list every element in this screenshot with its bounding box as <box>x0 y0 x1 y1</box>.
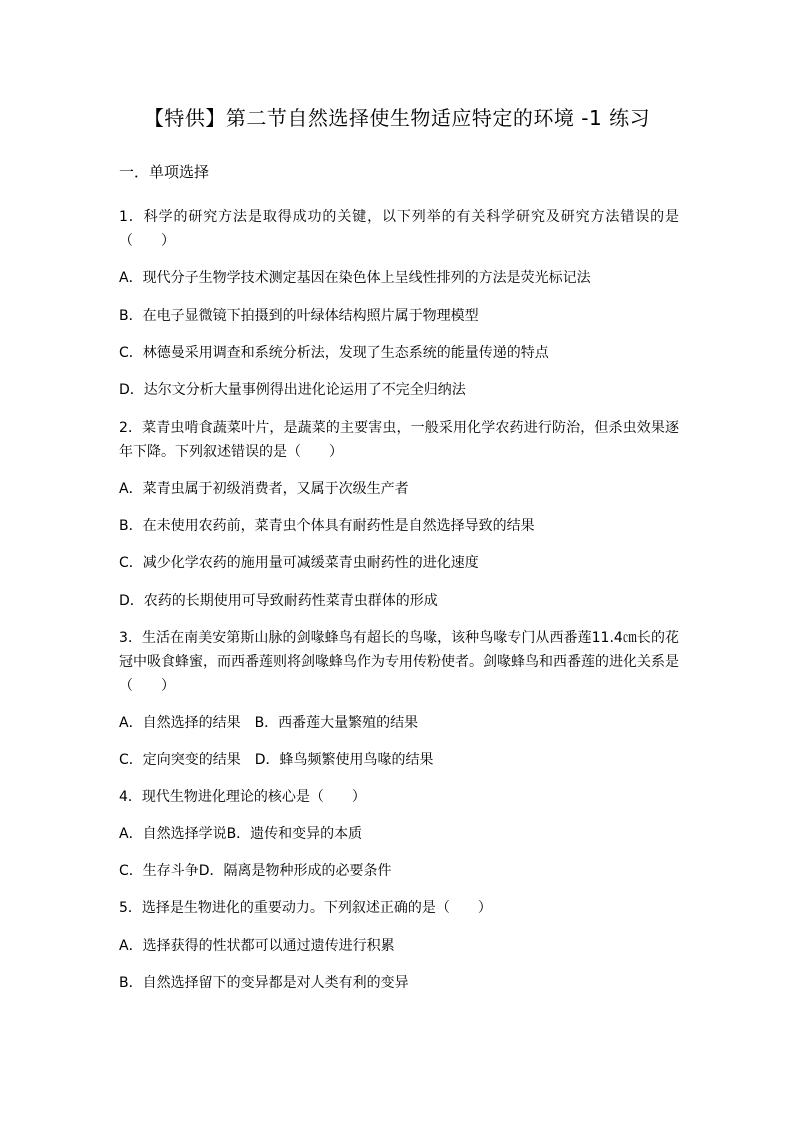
question-1-option-b: B．在电子显微镜下拍摄到的叶绿体结构照片属于物理模型 <box>119 308 479 324</box>
question-3-stem: 3．生活在南美安第斯山脉的剑喙蜂鸟有超长的鸟喙，该种鸟喙专门从西番莲11.4㎝长的花冠中吸食蜂蜜，而西番莲则将剑喙蜂鸟作为专用传粉使者。剑喙蜂鸟和西番莲的进化关系是（ ） <box>119 630 679 694</box>
section-heading: 一．单项选择 <box>119 163 210 181</box>
question-5-option-a: A．选择获得的性状都可以通过遗传进行积累 <box>119 938 395 954</box>
question-1-option-d: D．达尔文分析大量事例得出进化论运用了不完全归纳法 <box>119 382 466 398</box>
question-1-stem: 1．科学的研究方法是取得成功的关键，以下列举的有关科学研究及研究方法错误的是（ ） <box>119 209 679 249</box>
question-4-stem: 4．现代生物进化理论的核心是（ ） <box>119 789 366 805</box>
question-4-options-cd: C．生存斗争D．隔离是物种形成的必要条件 <box>119 863 392 879</box>
question-4-options-ab: A．自然选择学说B．遗传和变异的本质 <box>119 826 363 842</box>
question-2-option-d: D．农药的长期使用可导致耐药性菜青虫群体的形成 <box>119 593 438 609</box>
question-3-options-cd: C．定向突变的结果 D．蜂鸟频繁使用鸟喙的结果 <box>119 752 434 768</box>
question-2-option-b: B．在未使用农药前，菜青虫个体具有耐药性是自然选择导致的结果 <box>119 518 535 534</box>
question-2-option-a: A．菜青虫属于初级消费者，又属于次级生产者 <box>119 481 409 497</box>
page-title: 【特供】第二节自然选择使生物适应特定的环境 -1 练习 <box>143 106 651 130</box>
question-2-option-c: C．减少化学农药的施用量可减缓菜青虫耐药性的进化速度 <box>119 555 479 571</box>
question-1-option-c: C．林德曼采用调查和系统分析法，发现了生态系统的能量传递的特点 <box>119 345 549 361</box>
question-1-option-a: A．现代分子生物学技术测定基因在染色体上呈线性排列的方法是荧光标记法 <box>119 270 591 286</box>
question-5-stem: 5．选择是生物进化的重要动力。下列叙述正确的是（ ） <box>119 900 492 916</box>
question-5-option-b: B．自然选择留下的变异都是对人类有利的变异 <box>119 975 409 991</box>
question-3-options-ab: A．自然选择的结果 B．西番莲大量繁殖的结果 <box>119 715 419 731</box>
question-2-stem: 2．菜青虫啃食蔬菜叶片，是蔬菜的主要害虫，一般采用化学农药进行防治，但杀虫效果逐年下降。下列叙述错误的是（ ） <box>119 420 679 460</box>
